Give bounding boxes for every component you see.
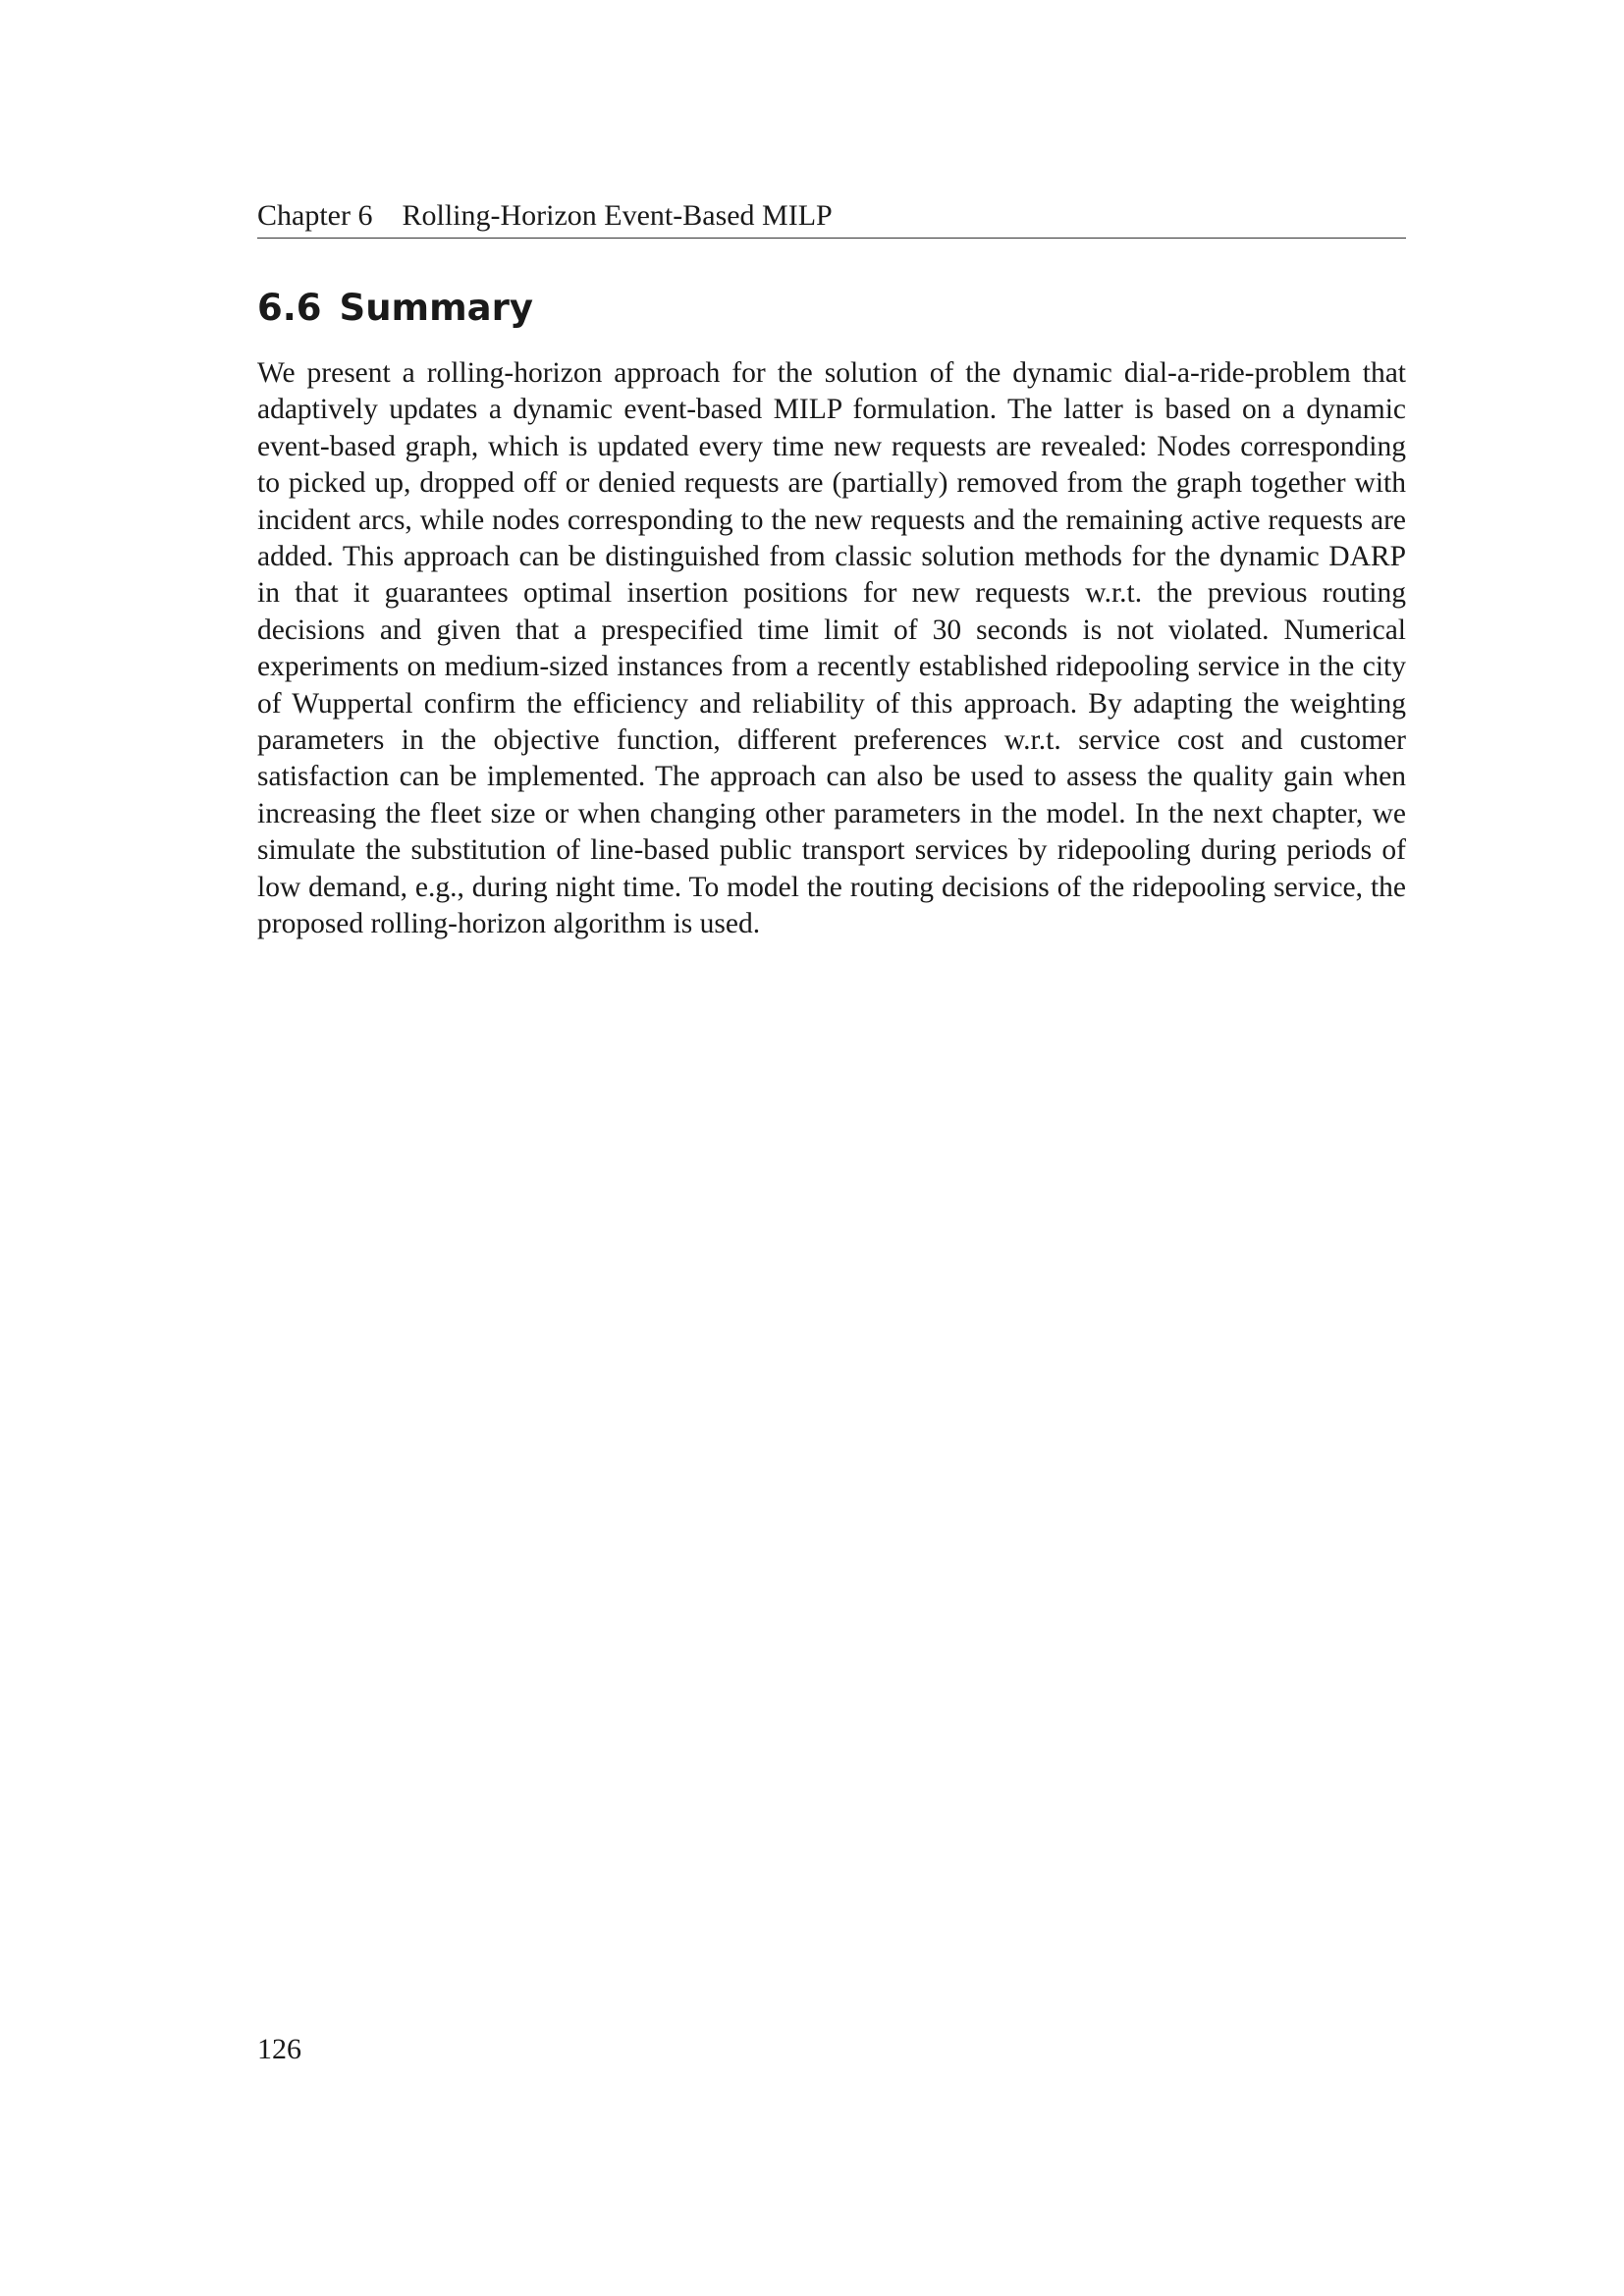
chapter-title: Rolling-Horizon Event-Based MILP (402, 199, 833, 232)
section-body-paragraph: We present a rolling-horizon approach for the solution of the dynamic dial-a-ride-problem that adaptively updates a dynamic event-based MILP formulation. The latter is based on a dynamic event-based graph, which is updated every time new requests are revealed: Nodes corresponding to picked up, dropped off or denied requests are (partially) removed from the graph together with incident arcs, while nodes corresponding to the new requests and the remaining active requests are added. This approach can be distinguished from classic solution methods for the dynamic DARP in that it guarantees optimal insertion positions for new requests w.r.t. the previous routing decisions and given that a prespecified time limit of 30 seconds is not violated. Numerical experiments on medium-sized instances from a recently established ridepooling service in the city of Wuppertal confirm the efficiency and reliability of this approach. By adapting the weighting parameters in the objective function, different preferences w.r.t. service cost and customer satisfaction can be implemented. The approach can also be used to assess the quality gain when increasing the fleet size or when changing other parameters in the model. In the next chapter, we simulate the substitution of line-based public transport services by ridepooling during periods of low demand, e.g., during night time. To model the routing decisions of the ridepooling service, the proposed rolling-horizon algorithm is used. (257, 357, 1406, 940)
running-header (257, 194, 1406, 239)
section-heading (257, 285, 533, 332)
chapter-number: Chapter 6 (257, 199, 373, 232)
section-number: 6.6 (257, 287, 322, 329)
section-title: Summary (339, 287, 533, 329)
page-number: 126 (257, 2033, 301, 2065)
